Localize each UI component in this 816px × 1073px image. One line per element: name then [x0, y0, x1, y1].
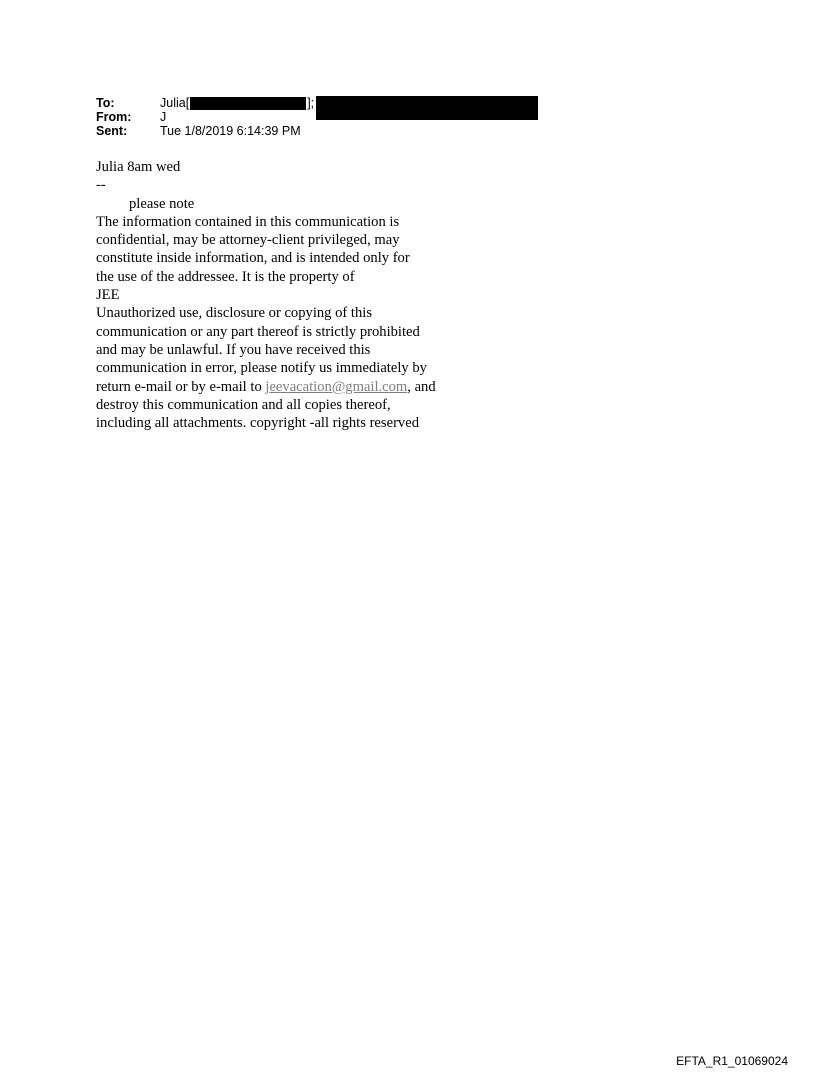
- redaction-box: [190, 97, 306, 110]
- disclaimer-line: confidential, may be attorney-client privileged, may: [96, 232, 400, 249]
- note-heading: please note: [129, 195, 195, 212]
- to-bracket-close: ];: [307, 96, 315, 110]
- disclaimer-line: constitute inside information, and is intended only for: [96, 250, 410, 267]
- disclaimer-line: including all attachments. copyright -all rights reserved: [96, 415, 419, 432]
- disclaimer-line: JEE: [96, 287, 120, 304]
- disclaimer-line: communication or any part thereof is strictly prohibited: [96, 323, 420, 340]
- return-prefix: return e-mail or by e-mail to: [96, 378, 266, 395]
- email-link[interactable]: jeevacation@gmail.com: [265, 378, 408, 395]
- email-header: [96, 96, 538, 138]
- redaction-box: [316, 96, 538, 120]
- sent-row: [96, 124, 538, 138]
- sent-value: Tue 1/8/2019 6:14:39 PM: [160, 124, 301, 138]
- sent-label: Sent:: [96, 124, 128, 138]
- to-row: [96, 96, 538, 110]
- from-value: J: [160, 110, 167, 124]
- to-label: To:: [96, 96, 115, 110]
- disclaimer-line: the use of the addressee. It is the property of: [96, 268, 355, 285]
- disclaimer-line: [96, 378, 496, 396]
- disclaimer-line: communication in error, please notify us immediately by: [96, 360, 427, 377]
- return-suffix: , and: [407, 378, 436, 395]
- disclaimer-line: and may be unlawful. If you have received this: [96, 341, 371, 358]
- disclaimer-line: destroy this communication and all copies thereof,: [96, 396, 391, 413]
- to-bracket-open: [: [185, 96, 190, 110]
- message-line: Julia 8am wed: [96, 159, 181, 175]
- email-body: [96, 158, 496, 432]
- signature-separator: --: [96, 177, 106, 194]
- document-id: EFTA_R1_01069024: [676, 1054, 788, 1068]
- from-label: From:: [96, 110, 132, 124]
- disclaimer-line: The information contained in this communication is: [96, 213, 400, 230]
- to-value: Julia: [160, 96, 186, 110]
- disclaimer-line: Unauthorized use, disclosure or copying of this: [96, 305, 373, 322]
